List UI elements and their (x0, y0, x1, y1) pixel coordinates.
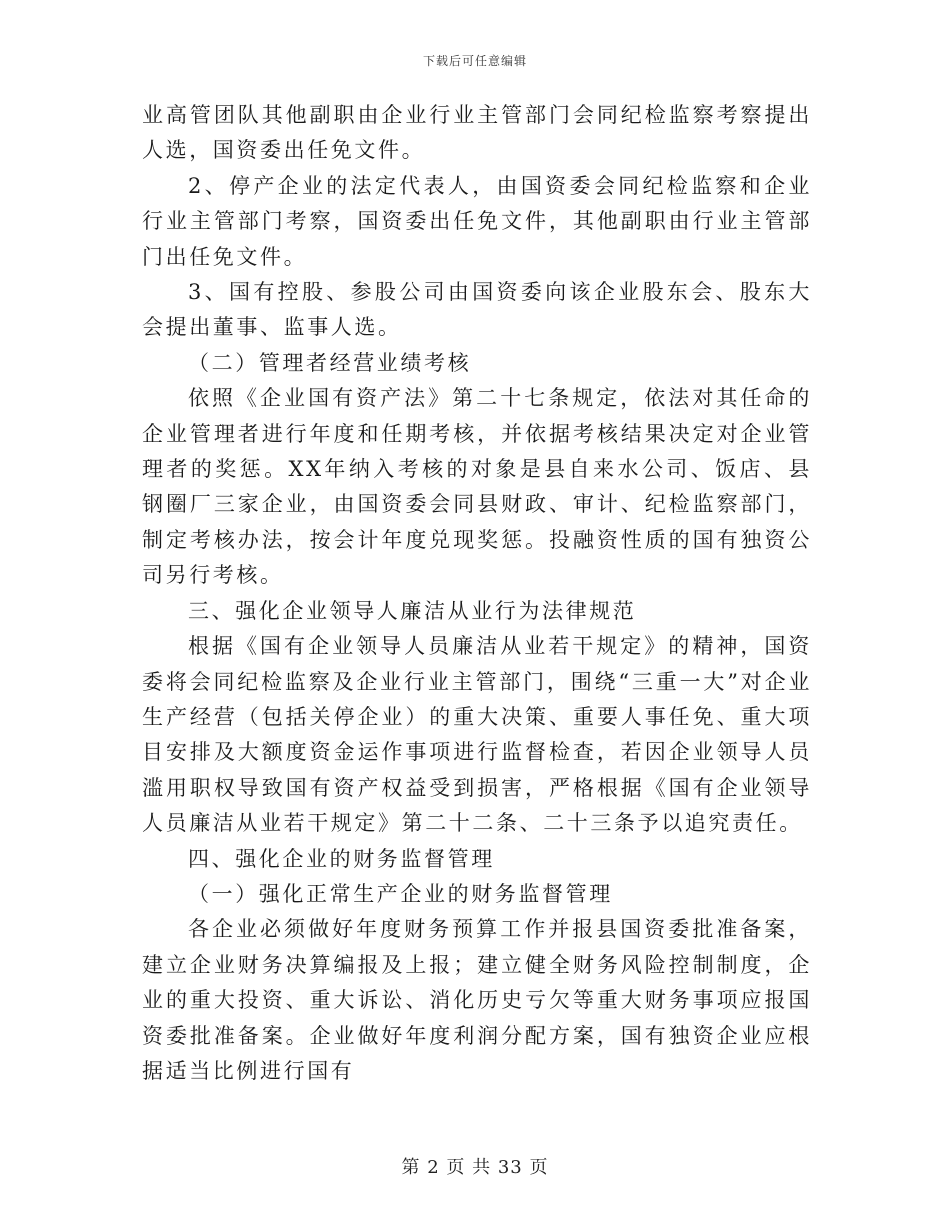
page-header: 下载后可任意编辑 (422, 54, 527, 68)
heading-section-3: 三、强化企业领导人廉洁从业行为法律规范 (188, 598, 637, 623)
paragraph-continuation: 业高管团队其他副职由企业行业主管部门会同纪检监察考察提出人选，国资委出任免文件。 (142, 103, 812, 163)
paragraph-item-2: 2、停产企业的法定代表人，由国资委会同纪检监察和企业行业主管部门考察，国资委出任免文件，其他副职由行业主管部门出任免文件。 (142, 173, 812, 269)
subheading-financial-supervision: （一）强化正常生产企业的财务监督管理 (188, 881, 613, 906)
subheading-performance-assessment: （二）管理者经营业绩考核 (188, 350, 472, 375)
paragraph-financial: 各企业必须做好年度财务预算工作并报县国资委批准备案，建立企业财务决算编报及上报；建立健全财务风险控制制度，企业的重大投资、重大诉讼、消化历史亏欠等重大财务事项应报国资委批准备案。企业做好年度利润分配方案，国有独资企业应根据适当比例进行国有 (142, 917, 812, 1083)
paragraph-item-3: 3、国有控股、参股公司由国资委向该企业股东会、股东大会提出董事、监事人选。 (142, 280, 812, 340)
page-number-footer: 第 2 页 共 33 页 (401, 1157, 549, 1178)
document-body (142, 98, 812, 1089)
heading-section-4: 四、强化企业的财务监督管理 (188, 846, 495, 871)
paragraph-assessment: 依照《企业国有资产法》第二十七条规定，依法对其任命的企业管理者进行年度和任期考核，并依据考核结果决定对企业管理者的奖惩。XX年纳入考核的对象是县自来水公司、饭店、县钢圈厂三家企业，由国资委会同县财政、审计、纪检监察部门，制定考核办法，按会计年度兑现奖惩。投融资性质的国有独资公司另行考核。 (142, 386, 812, 588)
paragraph-integrity: 根据《国有企业领导人员廉洁从业若干规定》的精神，国资委将会同纪检监察及企业行业主管部门，围绕“三重一大”对企业生产经营（包括关停企业）的重大决策、重要人事任免、重大项目安排及大额度资金运作事项进行监督检查，若因企业领导人员滥用职权导致国有资产权益受到损害，严格根据《国有企业领导人员廉洁从业若干规定》第二十二条、二十三条予以追究责任。 (142, 634, 812, 836)
